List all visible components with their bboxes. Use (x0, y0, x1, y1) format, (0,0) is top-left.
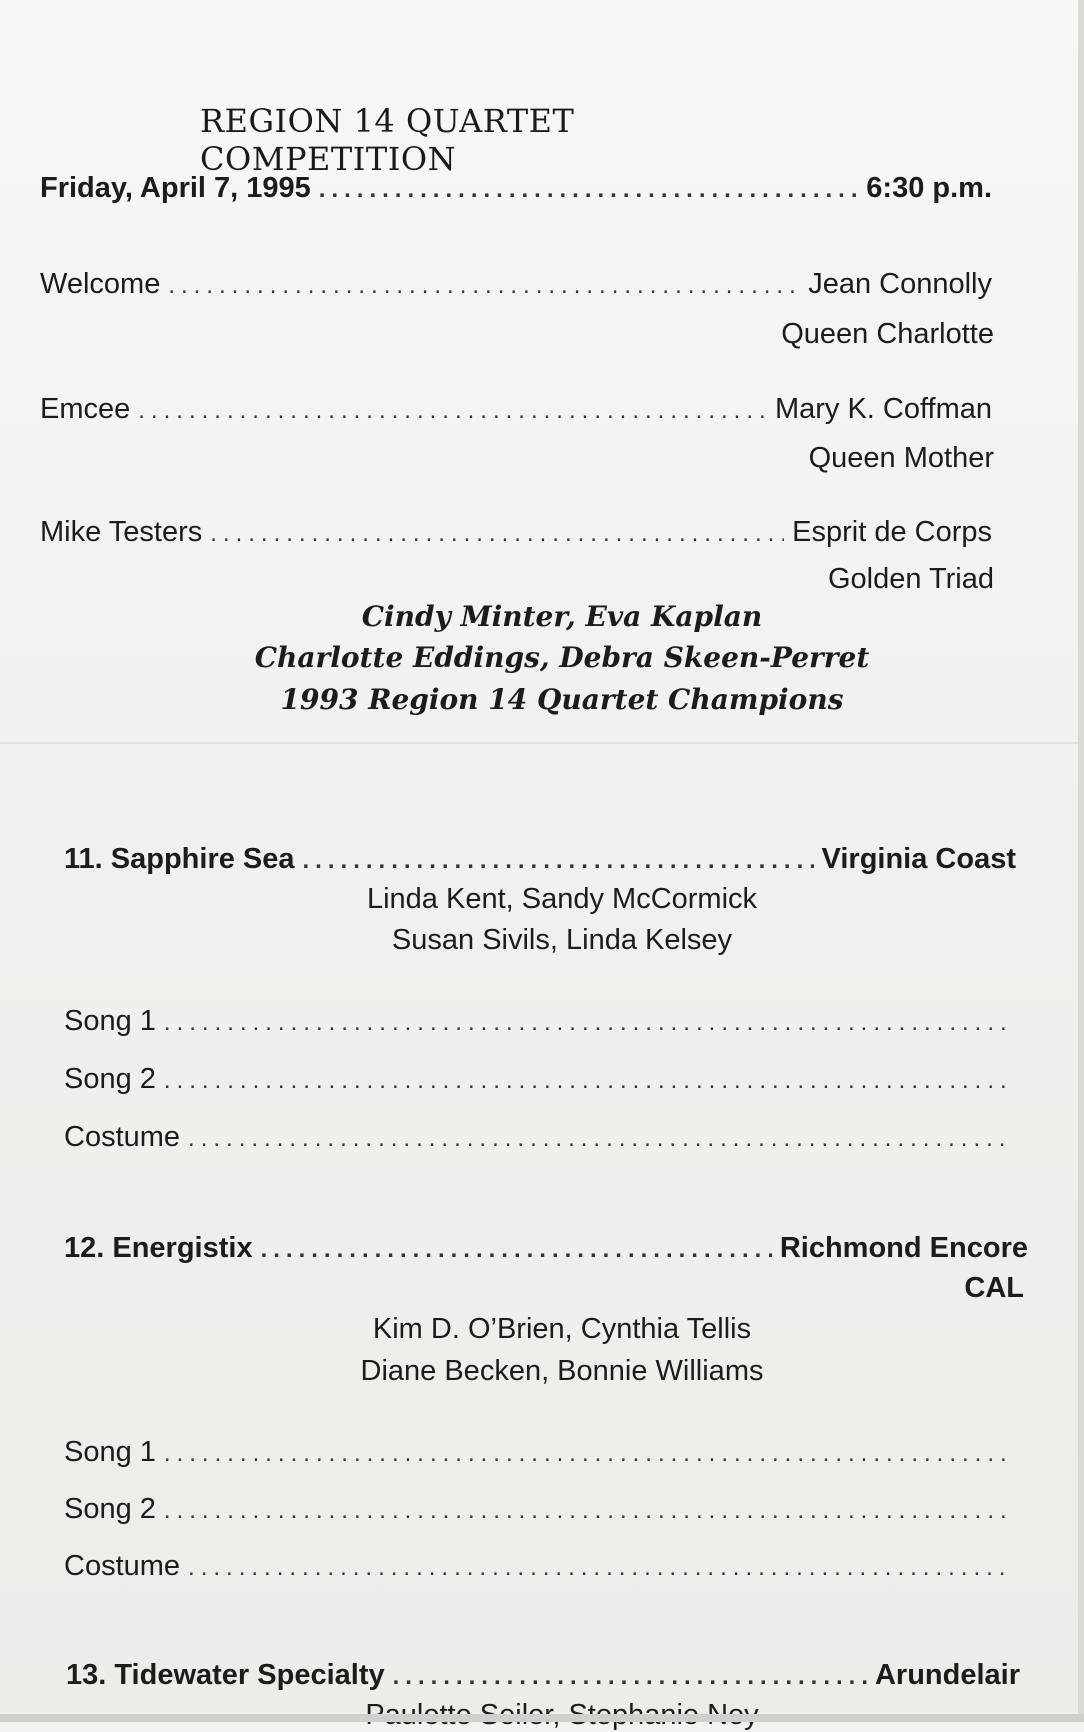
dot-leader (188, 1554, 1008, 1582)
score-label: Costume (64, 1121, 181, 1153)
score-label: Song 2 (64, 1063, 156, 1095)
page-fold (0, 742, 1084, 744)
time-text: 6:30 p.m. (866, 172, 992, 204)
entry-title: 12. Energistix (64, 1232, 253, 1264)
entry-title-row (64, 843, 1016, 876)
entry-title: 13. Tidewater Specialty (66, 1659, 385, 1691)
dot-leader (164, 1009, 1008, 1037)
dot-leader (319, 176, 858, 204)
dot-leader (261, 1236, 772, 1264)
mike-testers-group2: Golden Triad (827, 563, 994, 595)
mike-testers-group1: Esprit de Corps (792, 516, 992, 548)
entry-title-row (64, 1232, 1028, 1265)
score-row (64, 1063, 1016, 1096)
dot-leader (164, 1067, 1008, 1095)
date-text: Friday, April 7, 1995 (40, 172, 311, 204)
score-row (64, 1121, 1016, 1154)
mike-testers-row (40, 516, 992, 549)
dot-leader (164, 1440, 1008, 1468)
score-label: Costume (64, 1550, 181, 1582)
welcome-row (40, 268, 992, 301)
dot-leader (138, 397, 767, 425)
score-label: Song 1 (64, 1436, 156, 1468)
dot-leader (164, 1497, 1008, 1525)
dot-leader (303, 847, 814, 875)
welcome-name: Jean Connolly (808, 268, 992, 300)
entry-chapter: Arundelair (874, 1659, 1020, 1691)
entry-title: 11. Sapphire Sea (64, 843, 295, 875)
champions-line-2: Charlotte Eddings, Debra Skeen-Perret (254, 641, 870, 674)
entry-members-2: Diane Becken, Bonnie Williams (360, 1355, 764, 1387)
champions-line-1: Cindy Minter, Eva Kaplan (361, 600, 763, 633)
entry-chapter: Virginia Coast (821, 843, 1016, 875)
welcome-role: Queen Charlotte (781, 318, 994, 350)
entry-chapter: Richmond Encore (779, 1232, 1028, 1264)
entry-members-1: Linda Kent, Sandy McCormick (366, 883, 758, 915)
emcee-name: Mary K. Coffman (774, 393, 992, 425)
entry-members-2: Susan Sivils, Linda Kelsey (391, 924, 733, 956)
date-row (40, 172, 992, 205)
score-row (64, 1493, 1016, 1526)
dot-leader (188, 1125, 1008, 1153)
entry-title-row (66, 1659, 1020, 1692)
emcee-row (40, 393, 992, 426)
dot-leader (393, 1663, 867, 1691)
score-row (64, 1550, 1016, 1583)
emcee-role: Queen Mother (808, 442, 994, 474)
dot-leader (168, 272, 800, 300)
dot-leader (210, 520, 784, 548)
score-row (64, 1436, 1016, 1469)
welcome-label: Welcome (40, 268, 161, 300)
emcee-label: Emcee (40, 393, 131, 425)
score-label: Song 2 (64, 1493, 156, 1525)
entry-chapter-2: CAL (964, 1272, 1024, 1304)
page-bottom-edge (0, 1714, 1084, 1722)
mike-testers-label: Mike Testers (40, 516, 203, 548)
champions-line-3: 1993 Region 14 Quartet Champions (280, 683, 844, 716)
entry-members-1: Kim D. O’Brien, Cynthia Tellis (372, 1313, 752, 1345)
program-title: REGION 14 QUARTET COMPETITION (200, 102, 575, 178)
page-edge (1078, 0, 1084, 1722)
score-label: Song 1 (64, 1005, 156, 1037)
score-row (64, 1005, 1016, 1038)
